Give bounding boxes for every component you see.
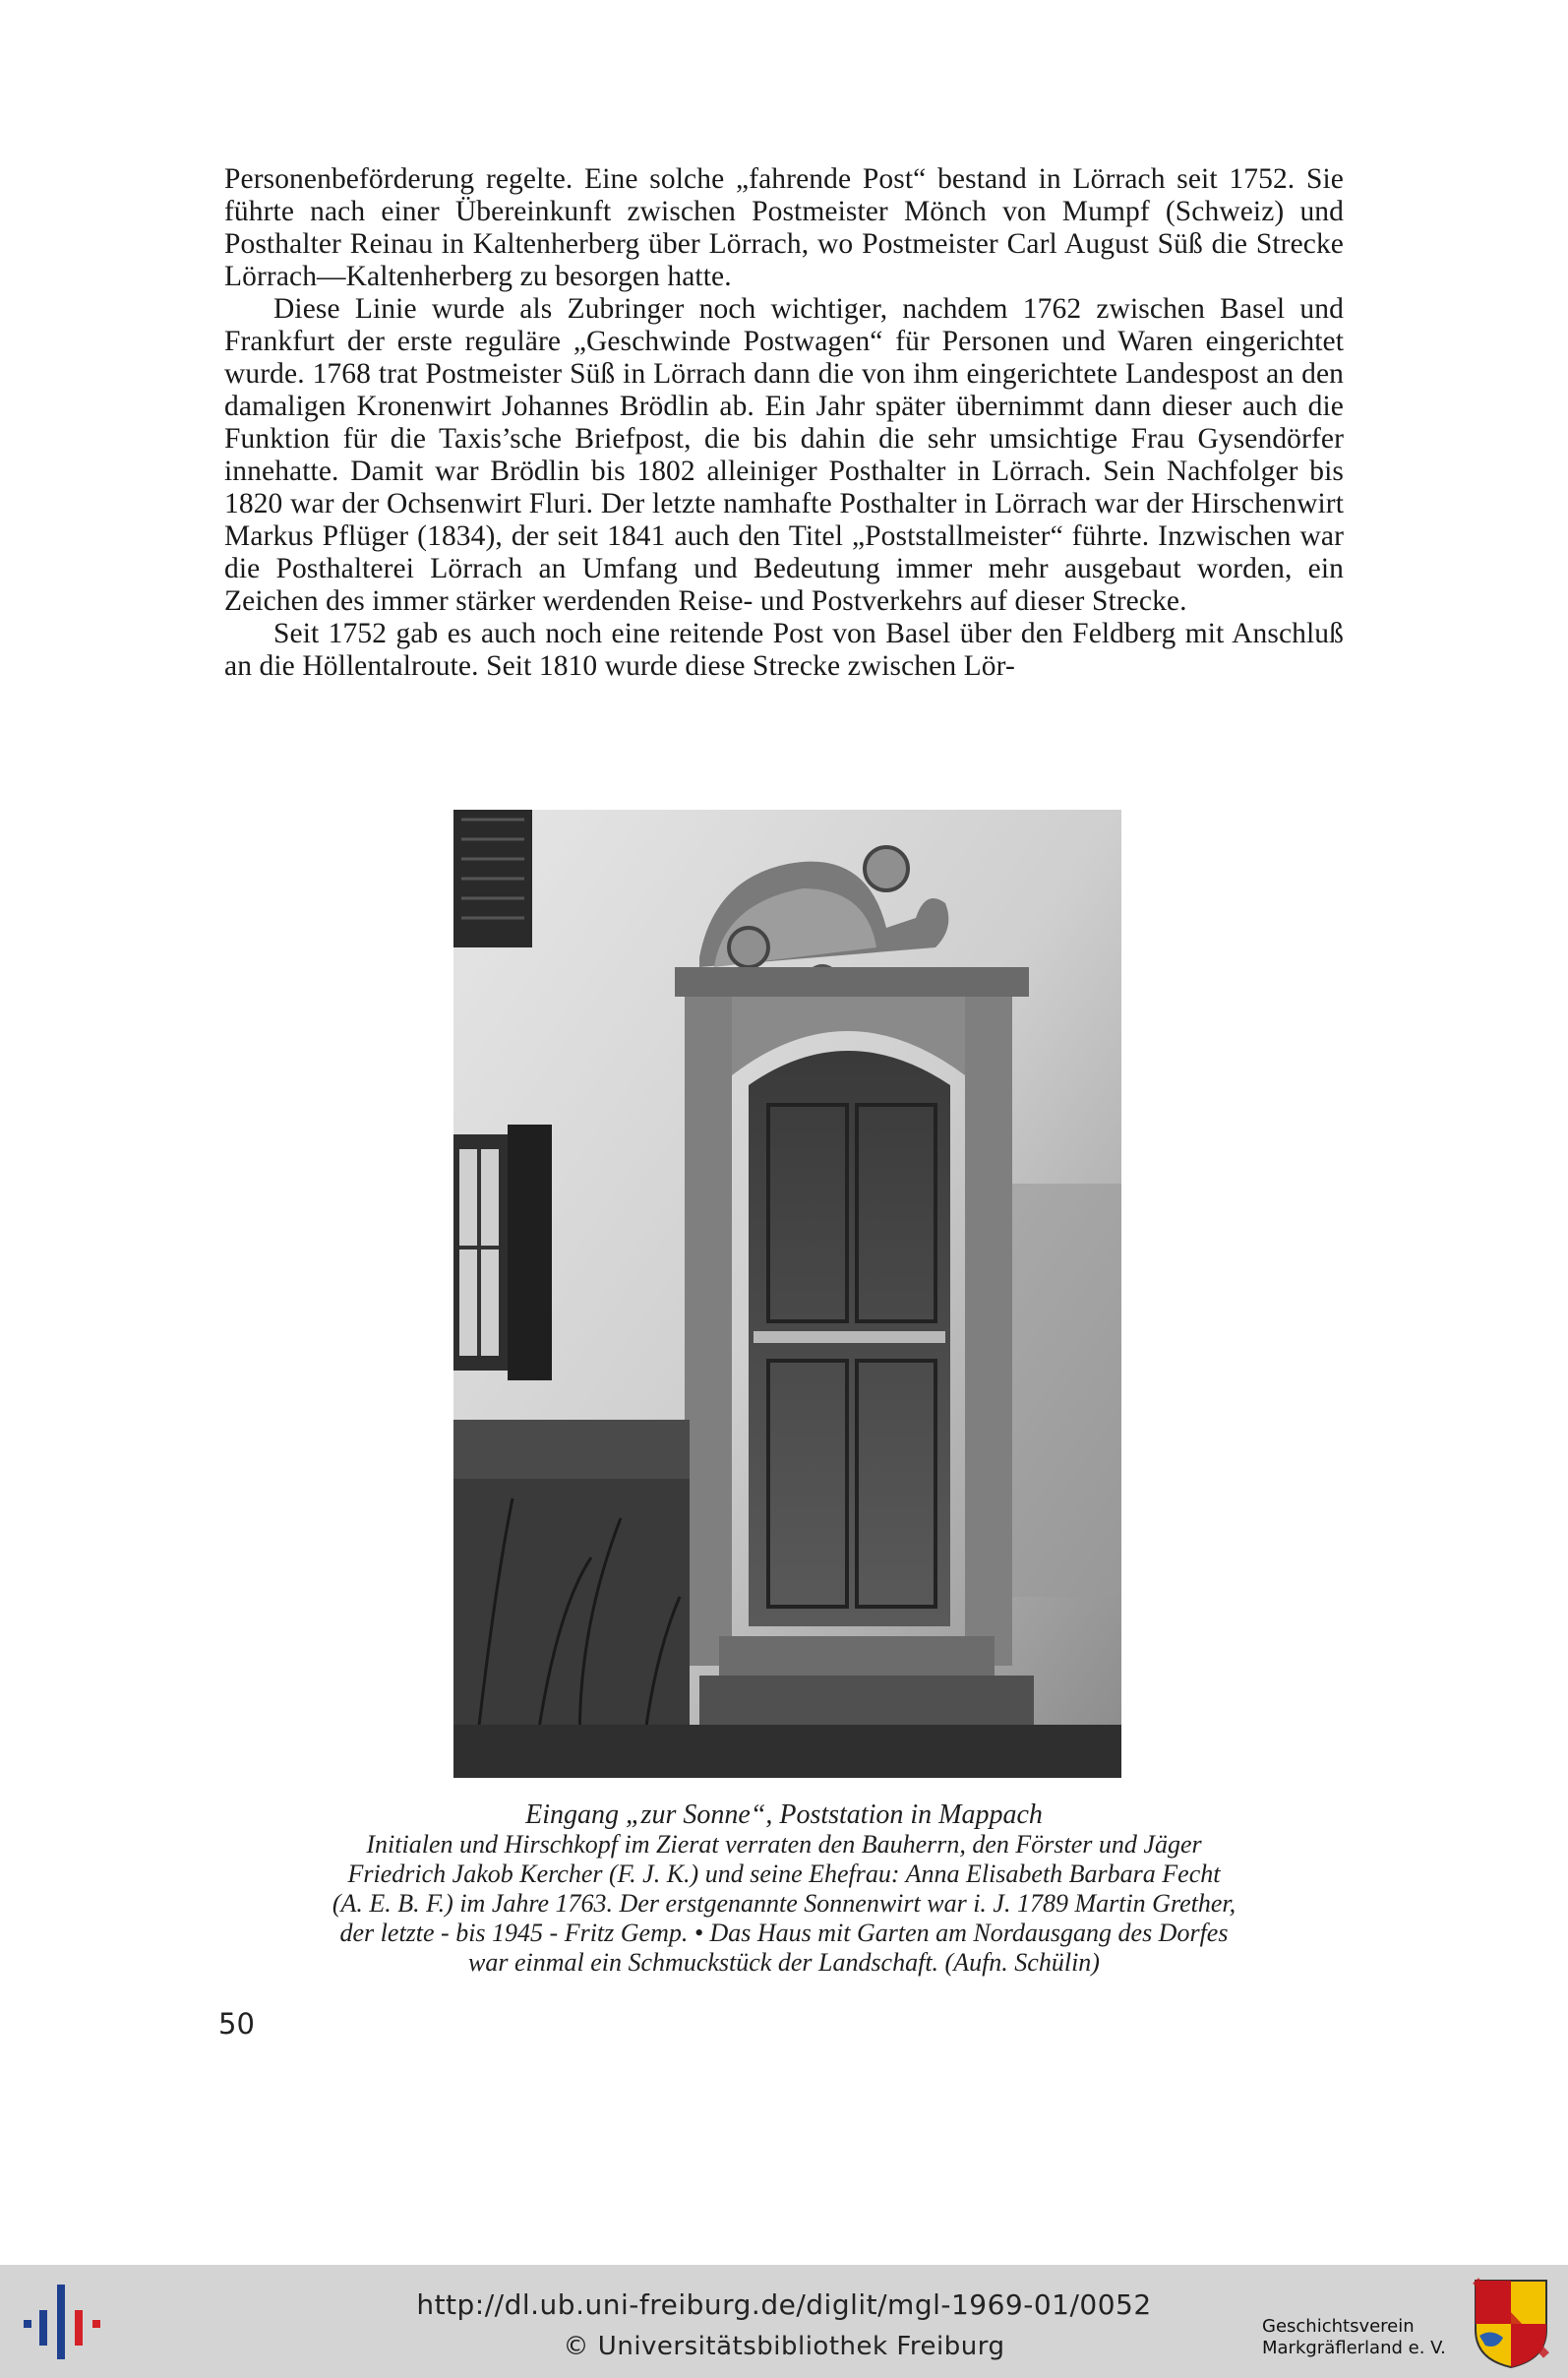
footer-organization bbox=[1262, 2316, 1459, 2359]
org-line-2: Markgräflerland e. V. bbox=[1262, 2338, 1446, 2358]
caption-line-2: Friedrich Jakob Kercher (F. J. K.) und seine Ehefrau: Anna Elisabeth Barbara Fecht bbox=[347, 1860, 1221, 1888]
caption-line-4: der letzte - bis 1945 - Fritz Gemp. • Das Haus mit Garten am Nordausgang des Dorfes bbox=[339, 1919, 1229, 1947]
coat-of-arms-icon bbox=[1472, 2277, 1550, 2369]
footer-url-link[interactable]: http://dl.ub.uni-freiburg.de/diglit/mgl-1969-01/0052 bbox=[416, 2288, 1152, 2321]
paragraph-1: Personenbeförderung regelte. Eine solche „fahrende Post“ bestand in Lörrach seit 1752. Sie führte nach einer Übereinkunft zwischen Postmeister Mönch von Mumpf (Schweiz) und Posthalter Reinau in Kaltenherberg über Lörrach, wo Postmeister Carl August Süß die Strecke Lörrach—Kaltenherberg zu besorgen hatte. bbox=[224, 163, 1344, 292]
body-text bbox=[224, 163, 1344, 683]
paragraph-2: Diese Linie wurde als Zubringer noch wichtiger, nachdem 1762 zwischen Basel und Frankfurt der erste reguläre „Geschwinde Postwagen“ für Personen und Waren eingerichtet wurde. 1768 trat Postmeister Süß in Lörrach dann die von ihm eingerichtete Landespost an den damaligen Kronenwirt Johannes Brödlin ab. Ein Jahr später übernimmt dann dieser auch die Funktion für die Taxis’sche Briefpost, die bis dahin die sehr umsichtige Frau Gysendörfer innehatte. Damit war Brödlin bis 1802 alleiniger Posthalter in Lörrach. Sein Nachfolger bis 1820 war der Ochsenwirt Fluri. Der letzte namhafte Posthalter in Lörrach war der Hirschenwirt Markus Pflüger (1834), der seit 1841 auch den Titel „Poststallmeister“ führte. Inzwischen war die Posthalterei Lörrach an Umfang und Bedeutung immer mehr ausgebaut worden, ein Zeichen des immer stärker werdenden Reise- und Postverkehrs auf dieser Strecke. bbox=[224, 293, 1344, 617]
footer-copyright: © Universitätsbibliothek Freiburg bbox=[563, 2332, 1005, 2361]
caption-line-1: Initialen und Hirschkopf im Zierat verraten den Bauherrn, den Förster und Jäger bbox=[366, 1830, 1202, 1859]
page-number: 50 bbox=[218, 2007, 255, 2041]
org-line-1: Geschichtsverein bbox=[1262, 2316, 1415, 2337]
photo-doorway-drawing bbox=[453, 810, 1121, 1778]
caption-title: Eingang „zur Sonne“, Poststation in Mappach bbox=[525, 1799, 1043, 1830]
photo-doorway bbox=[453, 810, 1121, 1778]
caption-line-5: war einmal ein Schmuckstück der Landschaft. (Aufn. Schülin) bbox=[468, 1948, 1100, 1977]
photo-caption bbox=[224, 1800, 1344, 1978]
paragraph-3: Seit 1752 gab es auch noch eine reitende Post von Basel über den Feldberg mit Anschluß an die Höllentalroute. Seit 1810 wurde diese Strecke zwischen Lör- bbox=[224, 618, 1344, 682]
footer-bar bbox=[0, 2265, 1568, 2378]
caption-line-3: (A. E. B. F.) im Jahre 1763. Der erstgenannte Sonnenwirt war i. J. 1789 Martin Grether, bbox=[332, 1889, 1236, 1918]
